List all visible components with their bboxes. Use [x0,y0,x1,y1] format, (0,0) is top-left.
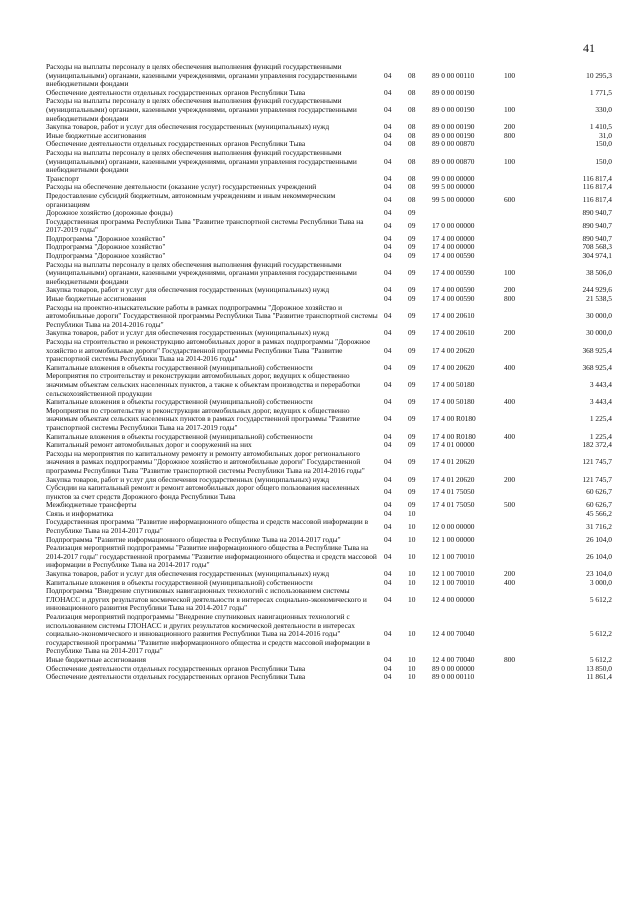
row-section: 04 [384,663,392,673]
row-section: 04 [384,551,392,561]
row-amount: 150,0 [595,156,612,166]
row-subsection: 10 [408,534,416,544]
table-row [46,149,612,175]
row-section: 04 [384,182,392,192]
row-amount: 60 626,7 [586,487,612,497]
row-subsection: 08 [408,182,416,192]
row-section: 04 [384,594,392,604]
row-name: Предоставление субсидий бюджетным, автономным учреждениям и иным некоммерческим организациям [46,190,336,209]
row-name: Закупка товаров, работ и услуг для обеспечения государственных (муниципальных) нужд [46,328,330,338]
row-name: Транспорт [46,173,79,183]
row-name: Подпрограмма "Дорожное хозяйство" [46,242,166,252]
row-amount: 60 626,7 [586,500,612,510]
row-subsection: 09 [408,500,416,510]
row-amount: 3 443,4 [589,397,612,407]
row-amount: 890 940,7 [582,220,612,230]
row-amount: 21 538,5 [586,294,612,304]
row-amount: 3 443,4 [589,379,612,389]
row-target-code: 12 1 00 70010 [432,551,475,561]
table-row [46,372,612,398]
row-name: Расходы на проектно-изыскательские работы в рамках подпрограммы "Дорожное хозяйство и автомобильные дороги" Государственной программы Республики Тыва "Развитие транспортной системы Республики Тыва на 2014-2016 годы" [46,302,378,329]
row-amount: 5 612,2 [589,594,612,604]
row-subsection: 10 [408,521,416,531]
row-subsection: 09 [408,431,416,441]
row-name: Расходы на выплаты персоналу в целях обеспечения выполнения функций государственными (муниципальными) органами, казенными учреждениями, органами управления государственными внебюджетными фондами [46,62,357,89]
row-target-code: 89 0 00 00190 [432,130,475,140]
row-section: 04 [384,130,392,140]
row-subsection: 09 [408,474,416,484]
row-target-code: 12 1 00 00000 [432,534,475,544]
row-amount: 3 000,0 [589,577,612,587]
row-name: Капитальные вложения в объекты государственной (муниципальной) собственности [46,577,313,587]
row-amount: 890 940,7 [582,233,612,243]
table-row [46,484,612,501]
row-target-code: 99 0 00 00000 [432,173,475,183]
row-section: 04 [384,672,392,682]
row-amount: 890 940,7 [582,208,612,218]
row-amount: 116 817,4 [582,182,612,192]
row-name: Реализация мероприятий подпрограммы "Развитие информационного общества в Республике Тыва на 2014-2017 годы" государственной программы "Развитие информационного общества и средств массовой информации в Республике Тыва на 2014-2017 годы" [46,543,377,570]
table-row [46,261,612,287]
row-name: Иные бюджетные ассигнования [46,294,147,304]
row-name: Расходы на обеспечение деятельности (оказание услуг) государственных учреждений [46,182,317,192]
table-row [46,304,612,330]
row-name: Обеспечение деятельности отдельных государственных органов Республики Тыва [46,139,306,149]
row-target-code: 12 1 00 70010 [432,569,475,579]
row-target-code: 99 5 00 00000 [432,182,475,192]
row-subsection: 10 [408,551,416,561]
table-row [46,450,612,476]
row-expense-type [504,510,544,519]
row-amount: 304 974,1 [582,251,612,261]
row-amount: 31,0 [599,130,612,140]
row-expense-type [504,183,544,192]
row-amount: 5 612,2 [589,629,612,639]
row-section: 04 [384,122,392,132]
row-section: 04 [384,294,392,304]
row-target-code: 17 4 00 00590 [432,285,475,295]
row-subsection: 09 [408,379,416,389]
row-section: 04 [384,487,392,497]
table-row [46,407,612,433]
row-section: 04 [384,87,392,97]
budget-table [46,63,612,682]
row-target-code: 17 4 00 50180 [432,397,475,407]
row-expense-type: 200 [504,474,516,484]
row-amount: 330,0 [595,104,612,114]
page-number: 41 [583,41,595,55]
row-target-code: 89 0 00 00190 [432,122,475,132]
row-target-code: 12 1 00 70010 [432,577,475,587]
row-subsection: 09 [408,397,416,407]
row-subsection: 08 [408,70,416,80]
row-section: 04 [384,440,392,450]
row-name: Дорожное хозяйство (дорожные фонды) [46,208,173,218]
row-subsection: 10 [408,672,416,682]
row-section: 04 [384,345,392,355]
row-expense-type [504,338,544,364]
row-subsection: 08 [408,139,416,149]
row-section: 04 [384,397,392,407]
row-target-code: 89 0 00 00190 [432,104,475,114]
row-expense-type [504,235,544,244]
row-section: 04 [384,379,392,389]
row-expense-type [504,544,544,570]
row-name: Закупка товаров, работ и услуг для обеспечения государственных (муниципальных) нужд [46,569,330,579]
row-name: Реализация мероприятий подпрограммы "Внедрение спутниковых навигационных технологий с использованием системы ГЛОНАСС и других результатов космической деятельности в интересах социально-экономического и инновационного развития Республики Тыва на 2014-2016 годы" государственной программы "Развитие информационного общества и средств массовой информации в Республике Тыва на 2014-2017 годы" [46,612,371,656]
row-target-code: 17 4 00 00590 [432,268,475,278]
row-subsection: 08 [408,156,416,166]
row-expense-type [504,243,544,252]
row-target-code: 17 4 00 R0180 [432,414,476,424]
row-subsection: 09 [408,285,416,295]
row-subsection: 08 [408,122,416,132]
row-expense-type [504,407,544,433]
row-expense-type [504,673,544,682]
row-section: 04 [384,311,392,321]
row-target-code: 17 4 00 20620 [432,345,475,355]
row-section: 04 [384,431,392,441]
row-expense-type [504,536,544,545]
row-section: 04 [384,414,392,424]
table-row [46,218,612,235]
row-section: 04 [384,457,392,467]
row-expense-type: 100 [504,268,516,278]
row-name: Мероприятия по строительству и реконструкции автомобильных дорог, ведущих к общественно значимым объектам сельских населенных пунктов в рамках государственной программы "Развитие транспортной системы Республики Тыва на 2017-2019 годы" [46,405,360,432]
row-expense-type [504,372,544,398]
row-name: Закупка товаров, работ и услуг для обеспечения государственных (муниципальных) нужд [46,474,330,484]
row-section: 04 [384,251,392,261]
row-amount: 121 745,7 [582,474,612,484]
row-target-code: 17 4 00 00590 [432,294,475,304]
row-subsection: 10 [408,594,416,604]
row-name: Капитальные вложения в объекты государственной (муниципальной) собственности [46,362,313,372]
row-subsection: 10 [408,663,416,673]
row-name: Капитальные вложения в объекты государственной (муниципальной) собственности [46,431,313,441]
row-subsection: 10 [408,569,416,579]
row-subsection: 10 [408,577,416,587]
row-section: 04 [384,508,392,518]
row-name: Подпрограмма "Дорожное хозяйство" [46,233,166,243]
row-target-code: 17 4 01 20620 [432,474,475,484]
row-section: 04 [384,156,392,166]
row-name: Государственная программа Республики Тыва "Развитие транспортной системы Республики Тыва на 2017-2019 годы" [46,216,364,235]
row-expense-type: 200 [504,328,516,338]
row-expense-type [504,304,544,330]
row-amount: 244 929,6 [582,285,612,295]
row-subsection: 09 [408,345,416,355]
row-amount: 368 925,4 [582,345,612,355]
row-target-code [432,510,504,519]
row-subsection: 09 [408,487,416,497]
row-name: Обеспечение деятельности отдельных государственных органов Республики Тыва [46,672,306,682]
row-expense-type [504,587,544,613]
row-name: Связь и информатика [46,508,114,518]
row-subsection: 09 [408,268,416,278]
row-section: 04 [384,173,392,183]
row-target-code: 17 4 00 00590 [432,251,475,261]
row-name: Иные бюджетные ассигнования [46,130,147,140]
row-section: 04 [384,328,392,338]
row-amount: 45 566,2 [586,508,612,518]
row-expense-type: 800 [504,654,516,664]
row-name: Мероприятия по строительству и реконструкции автомобильных дорог, ведущих к общественно значимым объектам сельских населенных пунктов, а также к объектам производства и переработки сельскохозяйственной продукции [46,371,361,398]
row-section: 04 [384,500,392,510]
row-amount: 38 506,0 [586,268,612,278]
row-amount: 182 372,4 [582,440,612,450]
row-expense-type: 800 [504,130,516,140]
row-amount: 116 817,4 [582,173,612,183]
row-target-code: 17 4 01 75050 [432,487,475,497]
row-target-code: 17 4 01 75050 [432,500,475,510]
row-subsection: 09 [408,328,416,338]
row-expense-type: 200 [504,122,516,132]
row-name: Расходы на мероприятия по капитальному ремонту и ремонту автомобильных дорог регионального значения в рамках подпрограммы "Дорожное хозяйство и автомобильные дороги" Государственной программы Республики Тыва "Развитие транспортной системы Республики Тыва на 2014-2016 годы" [46,448,365,475]
row-section: 04 [384,242,392,252]
row-target-code: 17 4 00 20610 [432,311,475,321]
row-expense-type: 400 [504,577,516,587]
row-section: 04 [384,654,392,664]
row-name: Расходы на выплаты персоналу в целях обеспечения выполнения функций государственными (муниципальными) органами, казенными учреждениями, органами управления государственными внебюджетными фондами [46,259,357,286]
row-name: Капитальные вложения в объекты государственной (муниципальной) собственности [46,397,313,407]
row-amount: 121 745,7 [582,457,612,467]
row-amount: 30 000,0 [586,311,612,321]
row-name: Обеспечение деятельности отдельных государственных органов Республики Тыва [46,87,306,97]
row-expense-type: 100 [504,104,516,114]
row-subsection: 09 [408,220,416,230]
row-target-code: 17 4 01 20620 [432,457,475,467]
row-name: Государственная программа "Развитие информационного общества и средств массовой информации в Республике Тыва на 2014-2017 годы" [46,517,369,536]
row-amount: 1 410,5 [589,122,612,132]
row-target-code: 17 4 00 R0180 [432,431,476,441]
row-name: Закупка товаров, работ и услуг для обеспечения государственных (муниципальных) нужд [46,285,330,295]
row-name: Закупка товаров, работ и услуг для обеспечения государственных (муниципальных) нужд [46,122,330,132]
row-target-code: 12 0 00 00000 [432,521,475,531]
row-subsection: 09 [408,440,416,450]
row-amount: 26 104,0 [586,551,612,561]
row-name: Обеспечение деятельности отдельных государственных органов Республики Тыва [46,663,306,673]
row-section: 04 [384,220,392,230]
table-row [46,544,612,570]
row-expense-type [504,518,544,535]
row-section: 04 [384,268,392,278]
row-amount: 1 225,4 [589,414,612,424]
table-row [46,587,612,613]
row-expense-type: 200 [504,569,516,579]
row-target-code: 89 0 00 00870 [432,139,475,149]
table-body [46,63,612,682]
row-amount: 30 000,0 [586,328,612,338]
row-expense-type [504,89,544,98]
row-section: 04 [384,362,392,372]
row-expense-type [504,484,544,501]
row-expense-type: 100 [504,156,516,166]
row-name: Расходы на строительство и реконструкцию автомобильных дорог в рамках подпрограммы "Дорожное хозяйство и автомобильные дороги" Государственной программы Республики Тыва "Развитие транспортной системы Республики Тыва на 2014-2016 годы" [46,337,371,364]
table-row [46,97,612,123]
row-target-code [432,209,504,218]
row-name: Подпрограмма "Внедрение спутниковых навигационных технологий с использованием системы ГЛОНАСС и других результатов космической деятельности в интересах социально-экономического и инновационного развития Республики Тыва на 2014-2017 годы" [46,586,367,613]
row-expense-type: 400 [504,362,516,372]
row-target-code: 17 4 00 20620 [432,362,475,372]
row-amount: 31 716,2 [586,521,612,531]
row-name: Подпрограмма "Дорожное хозяйство" [46,251,166,261]
row-name: Субсидии на капитальный ремонт и ремонт автомобильных дорог общего пользования населенных пунктов за счет средств Дорожного фонда Республики Тыва [46,483,360,501]
row-expense-type: 200 [504,285,516,295]
row-expense-type: 400 [504,431,516,441]
row-subsection: 09 [408,294,416,304]
row-target-code: 17 4 00 20610 [432,328,475,338]
row-expense-type [504,613,544,656]
row-subsection: 09 [408,251,416,261]
row-expense-type: 500 [504,500,516,510]
row-name: Межбюджетные трансферты [46,500,137,510]
row-section: 04 [384,629,392,639]
row-target-code: 12 4 00 00000 [432,594,475,604]
row-name: Расходы на выплаты персоналу в целях обеспечения выполнения функций государственными (муниципальными) органами, казенными учреждениями, органами управления государственными внебюджетными фондами [46,147,357,175]
table-row [46,63,612,89]
row-amount: 23 104,0 [586,569,612,579]
row-name: Иные бюджетные ассигнования [46,654,147,664]
row-target-code: 99 5 00 00000 [432,195,475,205]
row-subsection: 08 [408,195,416,205]
row-section: 04 [384,577,392,587]
row-amount: 10 295,3 [586,70,612,80]
row-amount: 26 104,0 [586,534,612,544]
row-subsection: 08 [408,87,416,97]
row-subsection: 09 [408,208,416,218]
row-subsection: 09 [408,457,416,467]
row-target-code: 89 0 00 00000 [432,663,475,673]
row-expense-type [504,140,544,149]
row-expense-type: 600 [504,195,516,205]
row-subsection: 08 [408,104,416,114]
row-amount: 1 225,4 [589,431,612,441]
row-section: 04 [384,104,392,114]
row-expense-type: 400 [504,397,516,407]
row-amount: 1 771,5 [589,87,612,97]
table-row [46,613,612,656]
row-section: 04 [384,569,392,579]
row-subsection: 08 [408,130,416,140]
row-name: Расходы на выплаты персоналу в целях обеспечения выполнения функций государственными (муниципальными) органами, казенными учреждениями, органами управления государственными внебюджетными фондами [46,96,357,123]
row-amount: 368 925,4 [582,362,612,372]
row-section: 04 [384,534,392,544]
row-amount: 150,0 [595,139,612,149]
row-subsection: 09 [408,311,416,321]
table-row [46,338,612,364]
row-amount: 5 612,2 [589,654,612,664]
row-subsection: 10 [408,629,416,639]
row-target-code: 89 0 00 00190 [432,87,475,97]
row-target-code: 12 4 00 70040 [432,629,475,639]
row-subsection: 09 [408,233,416,243]
row-target-code: 17 4 01 00000 [432,440,475,450]
row-subsection: 09 [408,242,416,252]
row-target-code: 89 0 00 00110 [432,70,475,80]
row-amount: 11 861,4 [586,672,612,682]
row-target-code: 17 4 00 00000 [432,242,475,252]
row-subsection: 08 [408,173,416,183]
row-section: 04 [384,521,392,531]
row-expense-type [504,441,544,450]
row-name: Капитальный ремонт автомобильных дорог и сооружений на них [46,440,252,450]
row-amount: 116 817,4 [582,195,612,205]
row-expense-type [504,450,544,476]
row-target-code: 89 0 00 00870 [432,156,475,166]
row-section: 04 [384,195,392,205]
row-target-code: 12 4 00 70040 [432,654,475,664]
row-subsection: 09 [408,362,416,372]
row-expense-type [504,218,544,235]
row-expense-type [504,252,544,261]
table-row [46,673,612,682]
row-section: 04 [384,285,392,295]
row-amount: 13 850,0 [586,663,612,673]
row-section: 04 [384,208,392,218]
row-subsection: 09 [408,414,416,424]
row-section: 04 [384,139,392,149]
row-subsection: 10 [408,654,416,664]
table-row [46,501,612,510]
row-target-code: 17 4 00 50180 [432,379,475,389]
row-expense-type [504,665,544,674]
row-name: Подпрограмма "Развитие информационного общества в Республике Тыва на 2014-2017 годы" [46,534,341,544]
table-row [46,192,612,209]
row-target-code: 17 4 00 00000 [432,233,475,243]
row-target-code: 17 0 00 00000 [432,220,475,230]
row-section: 04 [384,233,392,243]
row-target-code: 89 0 00 00110 [432,672,475,682]
row-amount: 708 568,3 [582,242,612,252]
row-section: 04 [384,70,392,80]
row-expense-type [504,175,544,184]
table-row [46,518,612,535]
row-expense-type [504,209,544,218]
row-expense-type: 100 [504,70,516,80]
row-section: 04 [384,474,392,484]
row-expense-type: 800 [504,294,516,304]
row-subsection: 10 [408,508,416,518]
